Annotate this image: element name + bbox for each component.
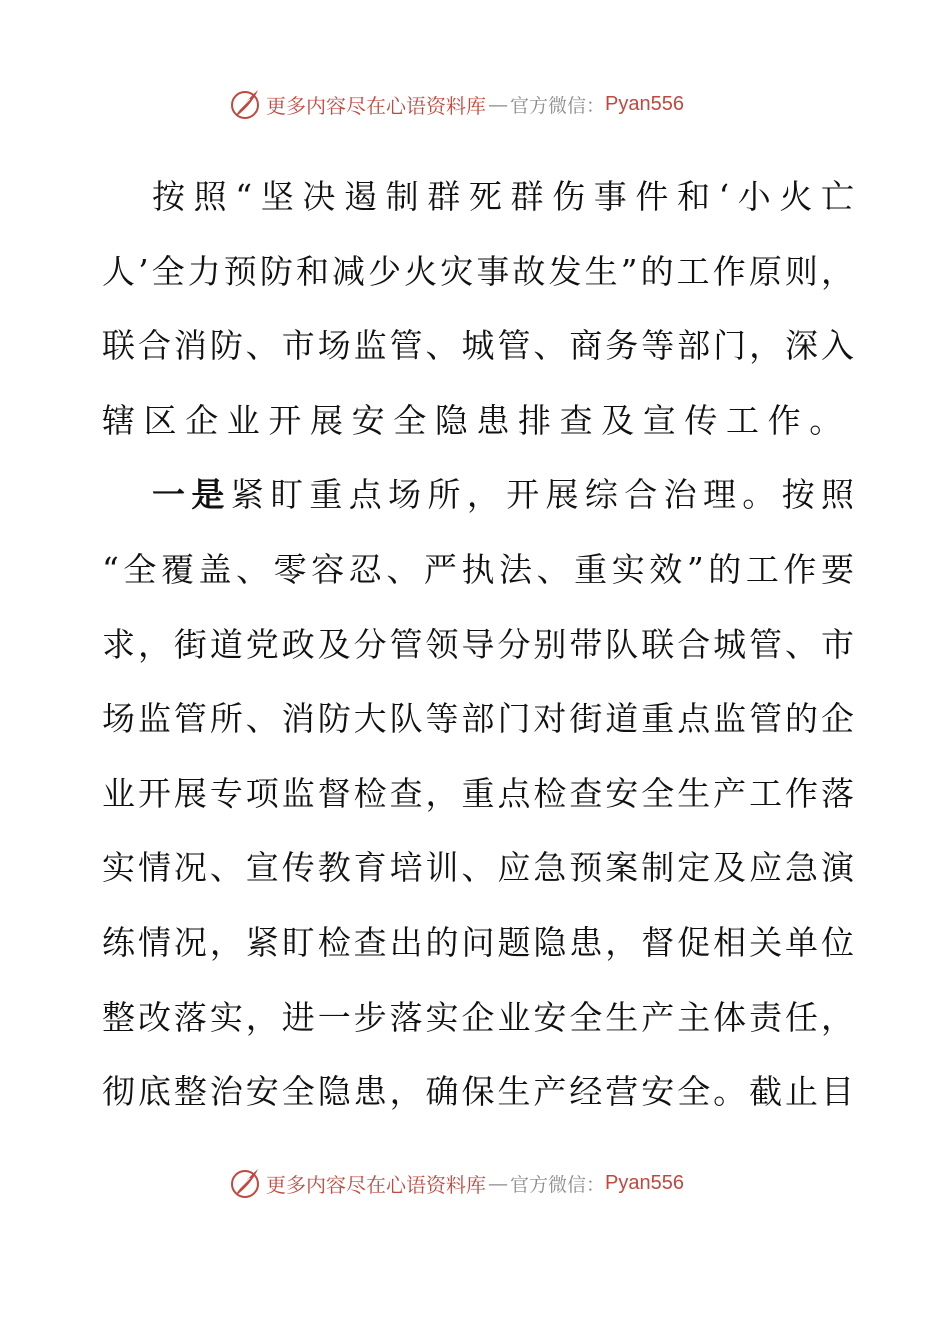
text-line: 整改落实，进一步落实企业安全生产主体责任， (102, 997, 854, 1037)
lead-rest: 紧盯重点场所，开展综合治理。按照 (230, 475, 855, 515)
text-line: “全覆盖、零容忍、严执法、重实效”的工作要 (102, 549, 854, 589)
quill-pen-circle-icon (228, 1166, 262, 1200)
text-line: 按照“坚决遏制群死群伤事件和‘小火亡 (152, 177, 854, 216)
quill-pen-circle-icon (228, 87, 262, 121)
text-line: 实情况、宣传教育培训、应急预案制定及应急演 (102, 848, 854, 888)
text-line: 练情况，紧盯检查出的问题隐患，督促相关单位 (102, 922, 854, 962)
banner-title: 更多内容尽在心语资料库 (266, 93, 486, 118)
header-banner (228, 84, 748, 124)
banner-wechat-label: 官方微信： (510, 1173, 606, 1196)
banner-title: 更多内容尽在心语资料库 (266, 1172, 486, 1197)
lead-bold: 一是 (152, 475, 231, 515)
banner-wechat-id: Pyan556 (605, 1171, 684, 1194)
banner-wechat-label: 官方微信： (510, 94, 606, 117)
text-line: 场监管所、消防大队等部门对街道重点监管的企 (102, 699, 854, 739)
text-line (102, 458, 854, 533)
text-line: 业开展专项监督检查，重点检查安全生产工作落 (102, 773, 854, 813)
banner-wechat-id: Pyan556 (605, 92, 684, 115)
footer-banner (228, 1163, 748, 1203)
text-line: 联合消防、市场监管、城管、商务等部门，深入 (102, 326, 854, 366)
text-line: 人’全力预防和减少火灾事故发生”的工作原则， (102, 251, 854, 291)
banner-dash: — (488, 1171, 508, 1195)
text-line: 辖区企业开展安全隐患排查及宣传工作。 (102, 400, 851, 440)
text-line: 求，街道党政及分管领导分别带队联合城管、市 (102, 624, 854, 664)
document-body (102, 160, 854, 1130)
banner-dash: — (488, 92, 508, 116)
text-line: 彻底整治安全隐患，确保生产经营安全。截止目 (102, 1072, 854, 1112)
